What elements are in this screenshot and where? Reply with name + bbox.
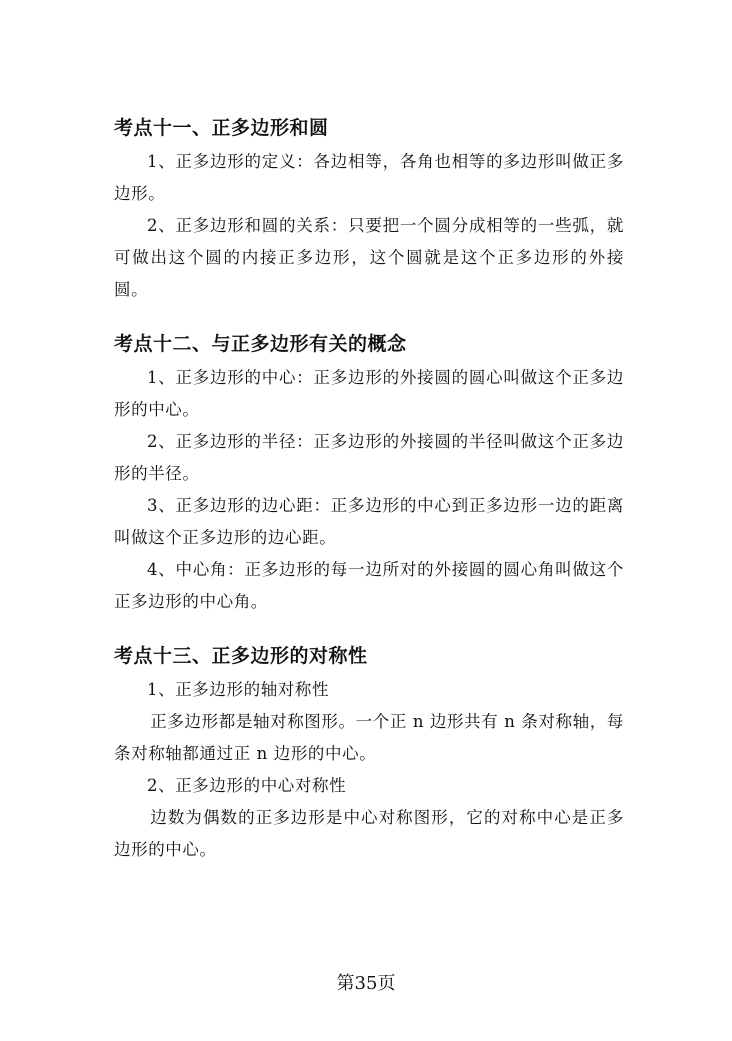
section-11 <box>114 112 624 306</box>
paragraph: 边数为偶数的正多边形是中心对称图形，它的对称中心是正多边形的中心。 <box>114 808 624 859</box>
paragraph: 2、正多边形的半径：正多边形的外接圆的半径叫做这个正多边形的半径。 <box>114 432 624 483</box>
paragraph: 1、正多边形的中心：正多边形的外接圆的圆心叫做这个正多边形的中心。 <box>114 368 624 419</box>
paragraph: 正多边形都是轴对称图形。一个正 n 边形共有 n 条对称轴，每条对称轴都通过正 n 边形的中心。 <box>114 712 624 763</box>
paragraph: 2、正多边形的中心对称性 <box>147 776 347 795</box>
section-title: 考点十二、与正多边形有关的概念 <box>114 333 407 355</box>
paragraph: 4、中心角：正多边形的每一边所对的外接圆的圆心角叫做这个正多边形的中心角。 <box>114 560 624 611</box>
section-13 <box>114 640 624 866</box>
page-number: 第35页 <box>336 973 396 994</box>
section-12 <box>114 328 624 618</box>
document-content <box>114 112 624 888</box>
paragraph: 1、正多边形的轴对称性 <box>147 680 330 699</box>
section-title: 考点十三、正多边形的对称性 <box>114 645 368 667</box>
paragraph: 2、正多边形和圆的关系：只要把一个圆分成相等的一些弧，就可做出这个圆的内接正多边形，这个圆就是这个正多边形的外接圆。 <box>114 216 624 299</box>
section-title: 考点十一、正多边形和圆 <box>114 117 329 139</box>
paragraph: 1、正多边形的定义：各边相等，各角也相等的多边形叫做正多边形。 <box>114 152 624 203</box>
paragraph: 3、正多边形的边心距：正多边形的中心到正多边形一边的距离叫做这个正多边形的边心距。 <box>114 496 624 547</box>
